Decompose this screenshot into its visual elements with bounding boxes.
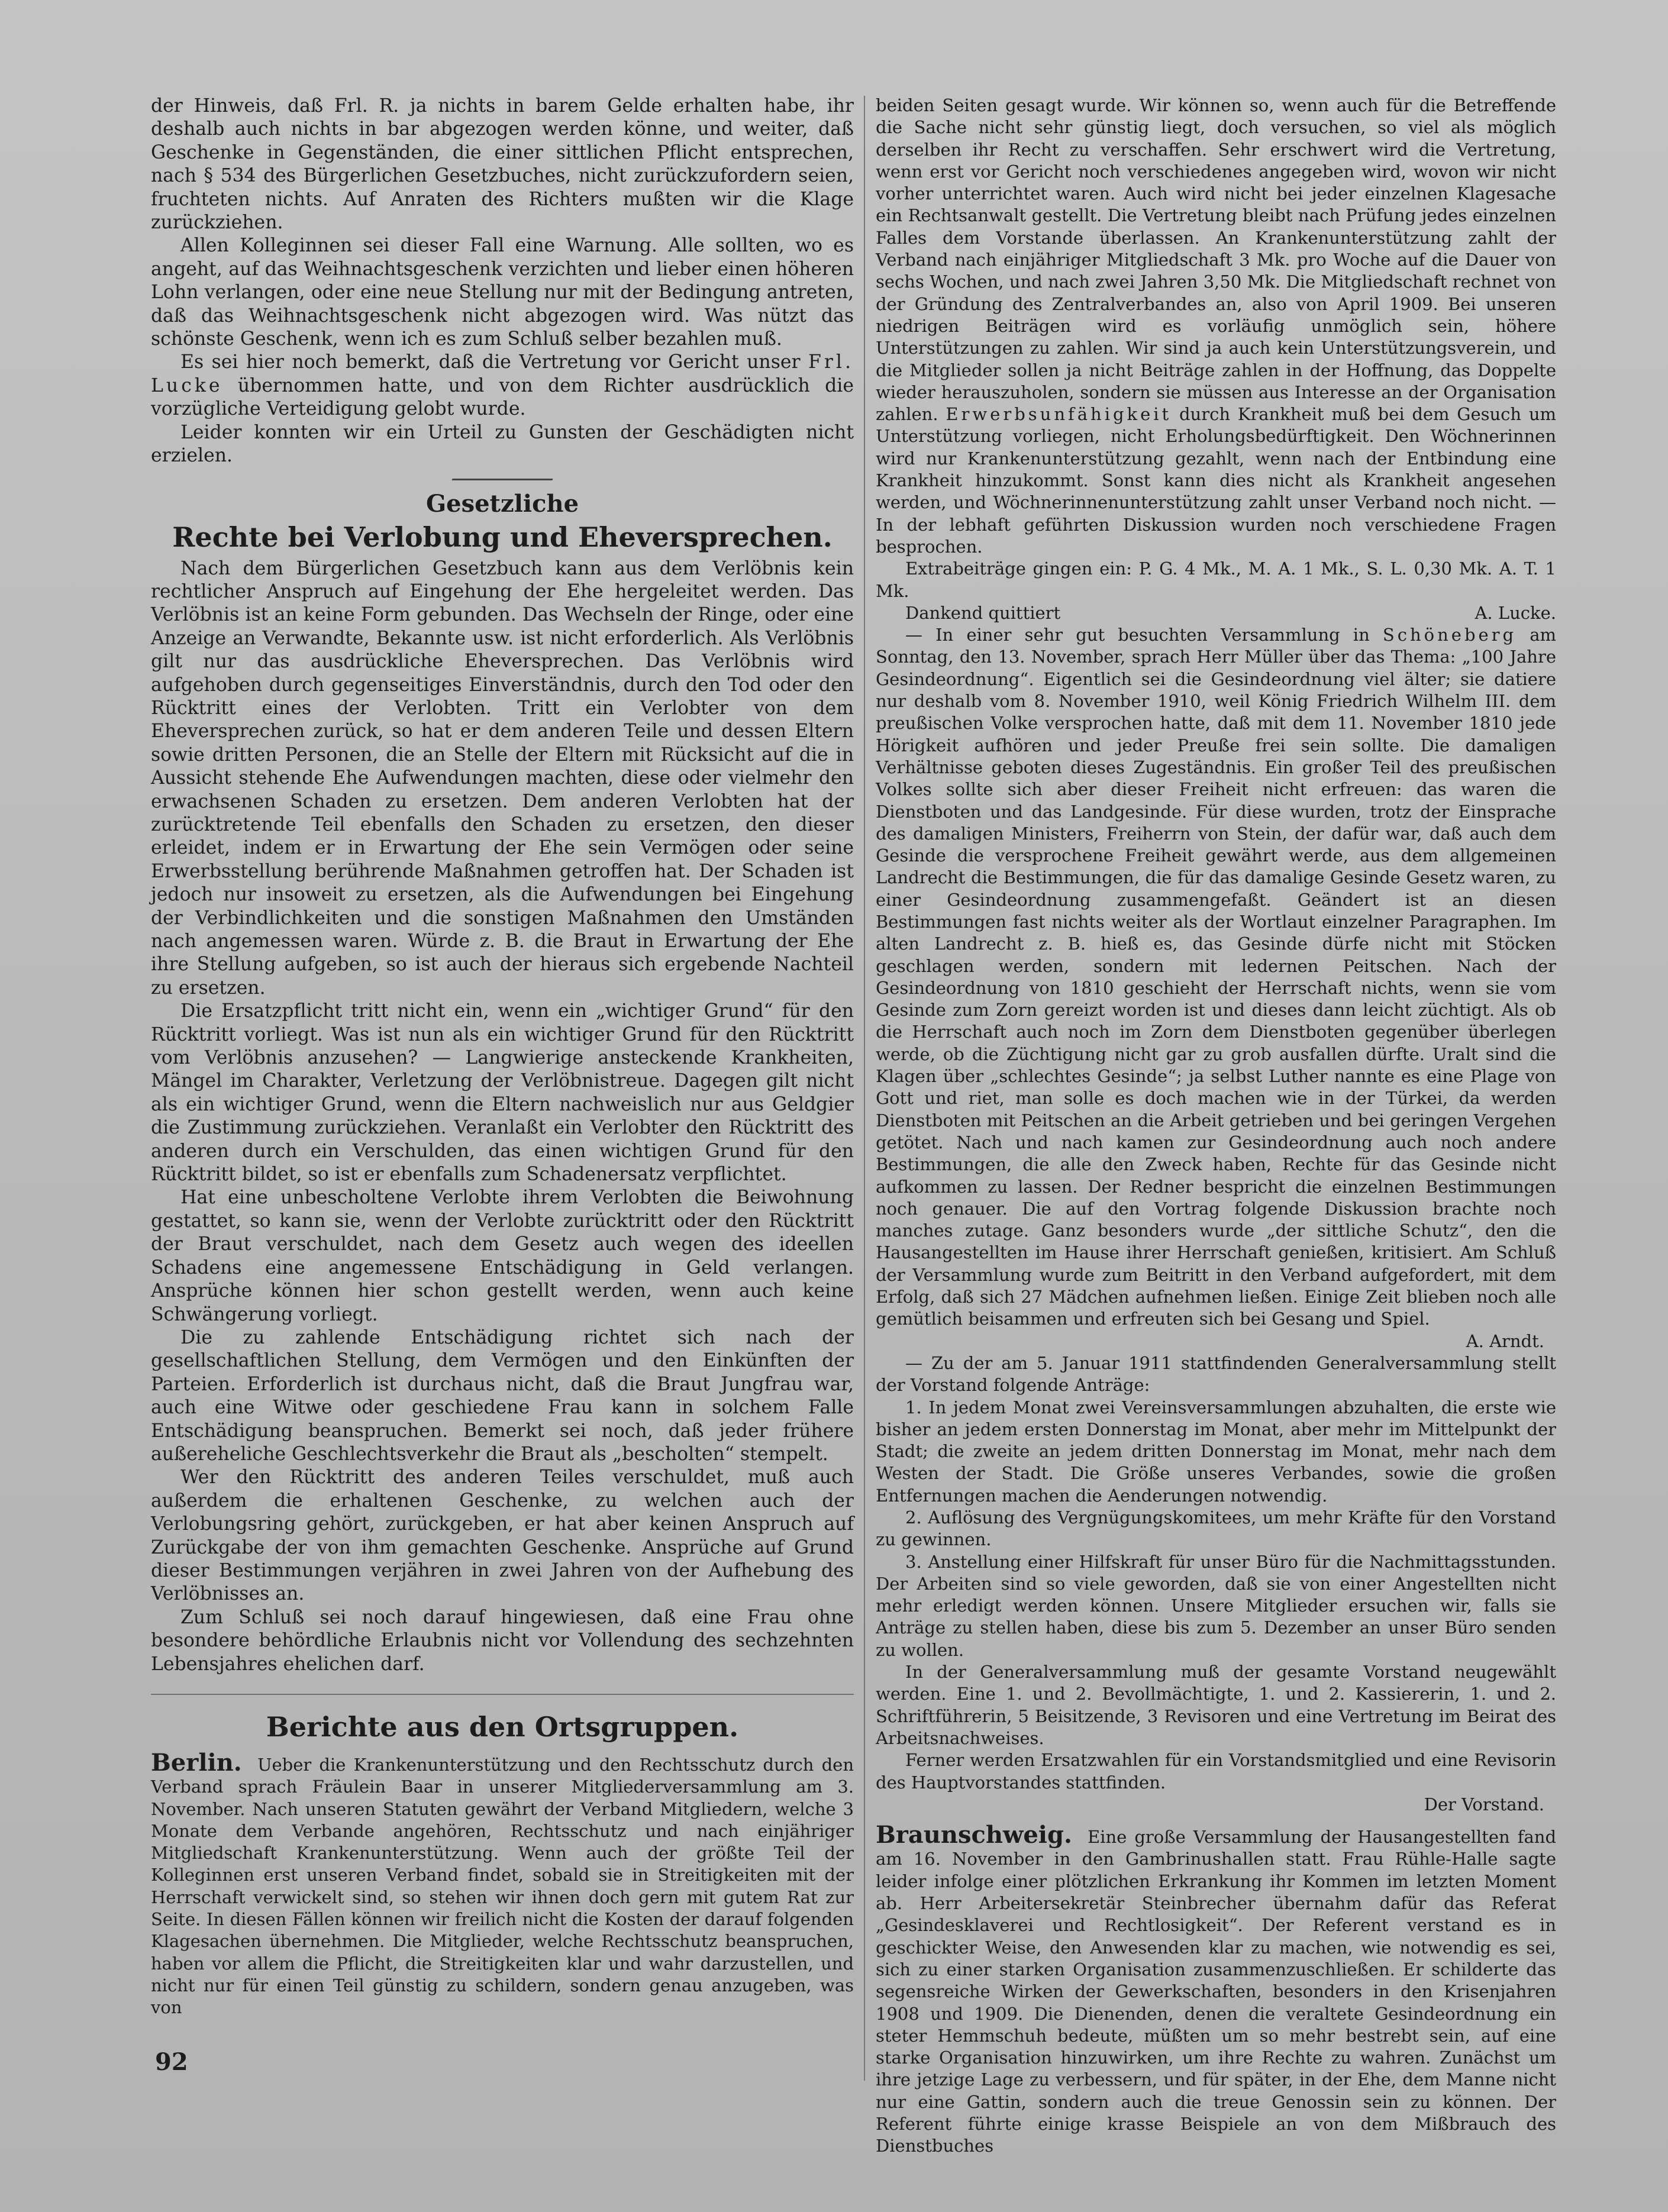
paragraph (151, 351, 854, 421)
signature-right: A. Arndt. (1466, 1331, 1544, 1351)
signature-right: Der Vorstand. (1424, 1794, 1544, 1814)
motion-list (876, 1397, 1556, 1662)
paragraph: Hat eine unbescholtene Verlobte ihrem Verlobten die Beiwohnung gestattet, so kann sie, wenn der Verlobte zurücktritt oder den Rücktritt der Braut verschuldet, nach dem Gesetz auch wegen des ideellen Schadens eine angemessene Entschädigung in Geld verlangen. Ansprüche können hier schon gestellt werden, wenn auch keine Schwängerung vorliegt. (151, 1187, 854, 1325)
text-run: beiden Seiten gesagt wurde. Wir können so, wenn auch für die Betreffende die Sache nicht sehr günstig liegt, doch versuchen, so viel als möglich derselben ihr Recht zu verschaffen. Sehr erschwert wird die Vertretung, wenn erst vor Gericht noch verschiedenes angegeben wird, wovon wir nicht vorher unterrichtet waren. Auch wird nicht bei jeder einzelnen Klagesache ein Rechtsanwalt gestellt. Die Vertretung bleibt nach Prüfung jedes einzelnen Falles dem Vorstande überlassen. An Krankenunterstützung zahlt der Verband nach einjähriger Mitgliedschaft 3 Mk. pro Woche auf die Dauer von sechs Wochen, und nach zwei Jahren 3,50 Mk. Die Mitgliedschaft rechnet von der Gründung des Zentralverbandes an, also von April 1909. Bei unseren niedrigen Beiträgen wird es vorläufig unmöglich sein, höhere Unterstützungen zu zahlen. Wir sind ja auch kein Unterstützungsverein, und die Mitglieder sollen ja nicht Beiträge zahlen in der Hoffnung, das Doppelte wieder herauszuholen, sondern sie müssen aus Interesse an der Organisation zahlen. (876, 95, 1556, 425)
city-name: Braunschweig. (876, 1821, 1072, 1849)
list-item: 1. In jedem Monat zwei Vereinsversammlungen abzuhalten, die erste wie bisher an jedem ersten Donnerstag im Monat, aber mehr im Mittelpunkt der Stadt; die zweite an jedem dritten Donnerstag im Monat, mehr nach dem Westen der Stadt. Die Größe unseres Verbandes, sowie die großen Entfernungen machen die Aenderungen notwendig. (876, 1397, 1556, 1506)
article-title: Rechte bei Verlobung und Eheversprechen. (172, 521, 833, 553)
text-run: übernommen hatte, und von dem Richter ausdrücklich die vorzügliche Verteidigung gelobt wurde. (151, 374, 854, 420)
paragraph: Die Ersatzpflicht tritt nicht ein, wenn ein „wichtiger Grund“ für den Rücktritt vorliegt. Was ist nun als ein wichtiger Grund für den Rücktritt vom Verlöbnis anzusehen? — Langwierige ansteckende Krankheiten, Mängel im Charakter, Verletzung der Verlöbnistreue. Dagegen gilt nicht als ein wichtiger Grund, wenn die Eltern nachweislich nur aus Geldgier die Zustimmung zurückziehen. Veranlaßt ein Verlobter den Rücktritt des anderen durch ein Verschulden, das einen wichtigen Grund für den Rücktritt bildet, so ist er ebenfalls zum Schadenersatz verpflichtet. (151, 1000, 854, 1186)
right-column (876, 95, 1556, 2158)
paragraph: Die zu zahlende Entschädigung richtet sich nach der gesellschaftlichen Stellung, dem Vermögen und den Einkünften der Parteien. Erforderlich ist durchaus nicht, daß die Braut Jungfrau war, auch eine Witwe oder geschiedene Frau kann in solchem Falle Entschädigung beanspruchen. Bemerkt sei noch, daß jeder frühere außereheliche Geschlechtsverkehr die Braut als „bescholten“ stempelt. (151, 1326, 854, 1465)
text-run: am Sonntag, den 13. November, sprach Herr Müller über das Thema: „100 Jahre Gesindeordnung“. Eigentlich sei die Gesindeordnung viel älter; sie datiere nur deshalb vom 8. November 1910, weil König Friedrich Wilhelm III. dem preußischen Volke versprochen hatte, daß mit dem 11. November 1810 jede Hörigkeit aufhören und jeder Preuße frei sein sollte. Die damaligen Verhältnisse geboten dieses Zugeständnis. Ein großer Teil des preußischen Volkes sollte sich aber dieser Freiheit nicht erfreuen: das waren die Dienstboten und das Landgesinde. Für diese wurden, trotz der Einsprache des damaligen Ministers, Freiherrn von Stein, der dafür war, daß auch dem Gesinde die versprochene Freiheit gewährt werde, aus dem allgemeinen Landrecht die Bestimmungen, die für das damalige Gesinde Gesetz waren, zu einer Gesindeordnung zusammengefaßt. Geändert ist an diesen Bestimmungen fast nichts weiter als der Wortlaut einzelner Paragraphen. Im alten Landrecht z. B. hieß es, das Gesinde dürfe nicht mit Stöcken geschlagen werden, sondern mit ledernen Peitschen. Nach der Gesindeordnung von 1810 geschieht der Herrschaft nichts, wenn sie vom Gesinde zum Zorn gereizt worden ist und dieses dann leicht züchtigt. Als ob die Herrschaft auch noch im Zorn dem Dienstboten gegenüber überlegen werde, ob die Züchtigung nicht gar zu grob ausfallen dürfte. Uralt sind die Klagen über „schlechtes Gesinde“; ja selbst Luther nannte es eine Plage von Gott und riet, man solle es doch machen wie in der Türkei, da werden Dienstboten mit Peitschen an die Arbeit getrieben und bei geringen Vergehen getötet. Nach und nach kamen zur Gesindeordnung auch noch andere Bestimmungen, die alle den Zweck haben, Rechte für das Gesinde nicht aufkommen zu lassen. Der Redner bespricht die einzelnen Bestimmungen noch genauer. Die auf den Vortrag folgende Diskussion brachte noch manches zutage. Ganz besonders wurde „der sittliche Schutz“, den die Hausangestellten im Hause ihrer Herrschaft genießen, kritisiert. Am Schluß der Versammlung wurde zum Beitritt in den Verband aufgefordert, mit dem Erfolg, daß sich 27 Mädchen aufnehmen ließen. Einige Zeit blieben noch alle gemütlich beisammen und erfreuten sich bei Gesang und Spiel. (876, 625, 1557, 1329)
section-heading: Berichte aus den Ortsgruppen. (151, 1694, 854, 1743)
spaced-term: Erwerbsunfähigkeit (946, 404, 1172, 425)
report-text: Eine große Versammlung der Hausangestellten fand am 16. November in den Gambrinushallen statt. Frau Rühle-Halle sagte leider infolge einer plötzlichen Erkrankung ihr Kommen im letzten Moment ab. Herr Arbeitersekretär Steinbrecher übernahm dafür das Referat „Gesindesklaverei und Rechtlosigkeit“. Der Referent verstand es in geschickter Weise, den Anwesenden klar zu machen, wie notwendig es sei, sich zu einer starken Organisation zusammenzuschließen. Er schilderte das segensreiche Wirken der Gewerkschaften, besonders in den Krisenjahren 1908 und 1909. Die Dienenden, denen die veraltete Gesindeordnung ein steter Hemmschuh bedeute, müßten um so mehr bestrebt sein, auf eine starke Organisation hinzuwirken, um ihre Rechte zu wahren. Zunächst um ihre jetzige Lage zu verbessern, und für später, in der Ehe, dem Manne nicht nur eine Gattin, sondern auch die treue Genossin sein zu können. Der Referent führte einige krasse Beispiele an von dem Mißbrauch des Dienstbuches (876, 1827, 1557, 2156)
paragraph: der Hinweis, daß Frl. R. ja nichts in barem Gelde erhalten habe, ihr deshalb auch nichts in bar abgezogen werden könne, und weiter, daß Geschenke in Gegenständen, die einer sittlichen Pflicht entsprechen, nach § 534 des Bürgerlichen Gesetzbuches, nicht zurückzufordern seien, fruchteten nichts. Auf Anraten des Richters mußten wir die Klage zurückziehen. (151, 95, 854, 234)
column-rule (864, 96, 865, 2081)
paragraph: Zum Schluß sei noch darauf hingewiesen, daß eine Frau ohne besondere behördliche Erlaubnis nicht vor Vollendung des sechzehnten Lebensjahres ehelichen darf. (151, 1606, 854, 1675)
text-run: Es sei hier noch bemerkt, daß die Vertretung vor Gericht unser (180, 351, 801, 373)
paragraph: Nach dem Bürgerlichen Gesetzbuch kann aus dem Verlöbnis kein rechtlicher Anspruch auf Eingehung der Ehe hergeleitet werden. Das Verlöbnis ist an keine Form gebunden. Das Wechseln der Ringe, oder eine Anzeige an Verwandte, Bekannte usw. ist nicht erforderlich. Als Verlöbnis gilt nur das ausdrückliche Eheversprechen. Das Verlöbnis wird aufgehoben durch gegenseitiges Einverständnis, durch den Tod oder den Rücktritt eines der Verlobten. Tritt ein Verlobter von dem Eheversprechen zurück, so hat er dem anderen Teile und dessen Eltern sowie dritten Personen, die an Stelle der Eltern mit Rücksicht auf die in Aussicht stehende Ehe Aufwendungen machten, diese oder vielmehr den erwachsenen Schaden zu ersetzen. Dem anderen Verlobten hat der zurücktretende Teil ebenfalls den Schaden zu ersetzen, den dieser erleidet, indem er in Erwartung der Ehe sein Vermögen oder seine Erwerbsstellung berührende Maßnahmen getroffen hat. Der Schaden ist jedoch nur insoweit zu ersetzen, als die Aufwendungen bei Eingehung der Verbindlichkeiten und die sonstigen Maßnahmen den Umständen nach angemessen waren. Würde z. B. die Braut in Erwartung der Ehe ihre Stellung aufgeben, so ist auch der hieraus sich ergebende Nachteil zu ersetzen. (151, 557, 854, 999)
list-item: 2. Auflösung des Vergnügungskomitees, um mehr Kräfte für den Vorstand zu gewinnen. (876, 1507, 1556, 1550)
report-berlin (151, 1749, 854, 2019)
spaced-place: Schöneberg (1382, 625, 1517, 645)
signature-right: A. Lucke. (1475, 602, 1556, 623)
signature-line (876, 1794, 1556, 1816)
separator-line (451, 479, 553, 480)
paragraph: In der Generalversammlung muß der gesamte Vorstand neugewählt werden. Eine 1. und 2. Bevollmächtigte, 1. und 2. Kassiererin, 1. und 2. Schriftführerin, 5 Beisitzende, 3 Revisoren und eine Vertretung im Beirat des Arbeitsnachweises. (876, 1662, 1556, 1748)
left-column (151, 95, 854, 2019)
paragraph (876, 95, 1556, 558)
signature-line (876, 1331, 1556, 1352)
page-number: 92 (155, 2048, 188, 2076)
paragraph: — Zu der am 5. Januar 1911 stattfindenden Generalversammlung stellt der Vorstand folgende Anträge: (876, 1352, 1556, 1396)
signature-line (876, 602, 1556, 624)
paragraph: Ferner werden Ersatzwahlen für ein Vorstandsmitglied und eine Revisorin des Hauptvorstandes stattfinden. (876, 1750, 1556, 1793)
paragraph: Extrabeiträge gingen ein: P. G. 4 Mk., M. A. 1 Mk., S. L. 0,30 Mk. A. T. 1 Mk. (876, 558, 1556, 601)
signature-left: Dankend quittiert (905, 602, 1061, 623)
text-run: — In einer sehr gut besuchten Versammlung in (905, 625, 1370, 645)
report-text: Ueber die Krankenunterstützung und den Rechtsschutz durch den Verband sprach Fräulein Baar in unserer Mitgliederversammlung am 3. November. Nach unseren Statuten gewährt der Verband Mitgliedern, welche 3 Monate dem Verbande angehören, Rechtsschutz und nach einjähriger Mitgliedschaft Krankenunterstützung. Wenn auch der größte Teil der Kolleginnen erst unseren Verband findet, sobald sie in Streitigkeiten mit der Herrschaft verwickelt sind, so stehen wir ihnen doch gern mit gutem Rat zur Seite. In diesen Fällen können wir freilich nicht die Kosten der darauf folgenden Klagesachen übernehmen. Die Mitglieder, welche Rechtsschutz beanspruchen, haben vor allem die Pflicht, die Streitigkeiten klar und wahr darzustellen, und nicht nur für einen Teil günstig zu schildern, sondern genau anzugeben, was von (151, 1755, 854, 2018)
paragraph (876, 624, 1556, 1331)
city-name: Berlin. (151, 1749, 242, 1777)
spaced-name: Frl. Lucke (151, 351, 854, 396)
list-item: 3. Anstellung einer Hilfskraft für unser Büro für die Nachmittagsstunden. Der Arbeiten sind so viele geworden, daß sie von einer Angestellten nicht mehr erledigt werden können. Unsere Mitglieder ersuchen wir, falls sie Anträge zu stellen haben, diese bis zum 5. Dezember an unser Büro senden zu wollen. (876, 1551, 1556, 1660)
paragraph: Allen Kolleginnen sei dieser Fall eine Warnung. Alle sollten, wo es angeht, auf das Weihnachtsgeschenk verzichten und lieber einen höheren Lohn verlangen, oder eine neue Stellung nur mit der Bedingung antreten, daß das Weihnachtsgeschenk nicht abgezogen wird. Was nützt das schönste Geschenk, wenn ich es zum Schluß selber bezahlen muß. (151, 235, 854, 350)
paragraph: Wer den Rücktritt des anderen Teiles verschuldet, muß auch außerdem die erhaltenen Geschenke, zu welchen auch der Verlobungsring gehört, zurückgeben, er hat aber keinen Anspruch auf Zurückgabe der von ihm gemachten Geschenke. Ansprüche auf Grund dieser Bestimmungen verjähren in zwei Jahren von der Aufhebung des Verlöbnisses an. (151, 1467, 854, 1605)
report-braunschweig (876, 1821, 1557, 2157)
paragraph: Leider konnten wir ein Urteil zu Gunsten der Geschädigten nicht erzielen. (151, 421, 854, 467)
article-kicker: Gesetzliche (425, 489, 579, 518)
text-run: durch Krankheit muß bei dem Gesuch um Unterstützung vorliegen, nicht Erholungsbedürftigkeit. Den Wöchnerinnen wird nur Krankenunterstützung gezahlt, wenn nach der Entbindung eine Krankheit hinzukommt. Sonst kann dies nicht als Krankheit angesehen werden, und Wöchnerinnenunterstützung zahlt unser Verband noch nicht. — In der lebhaft geführten Diskussion wurden noch verschiedene Fragen besprochen. (876, 404, 1557, 557)
